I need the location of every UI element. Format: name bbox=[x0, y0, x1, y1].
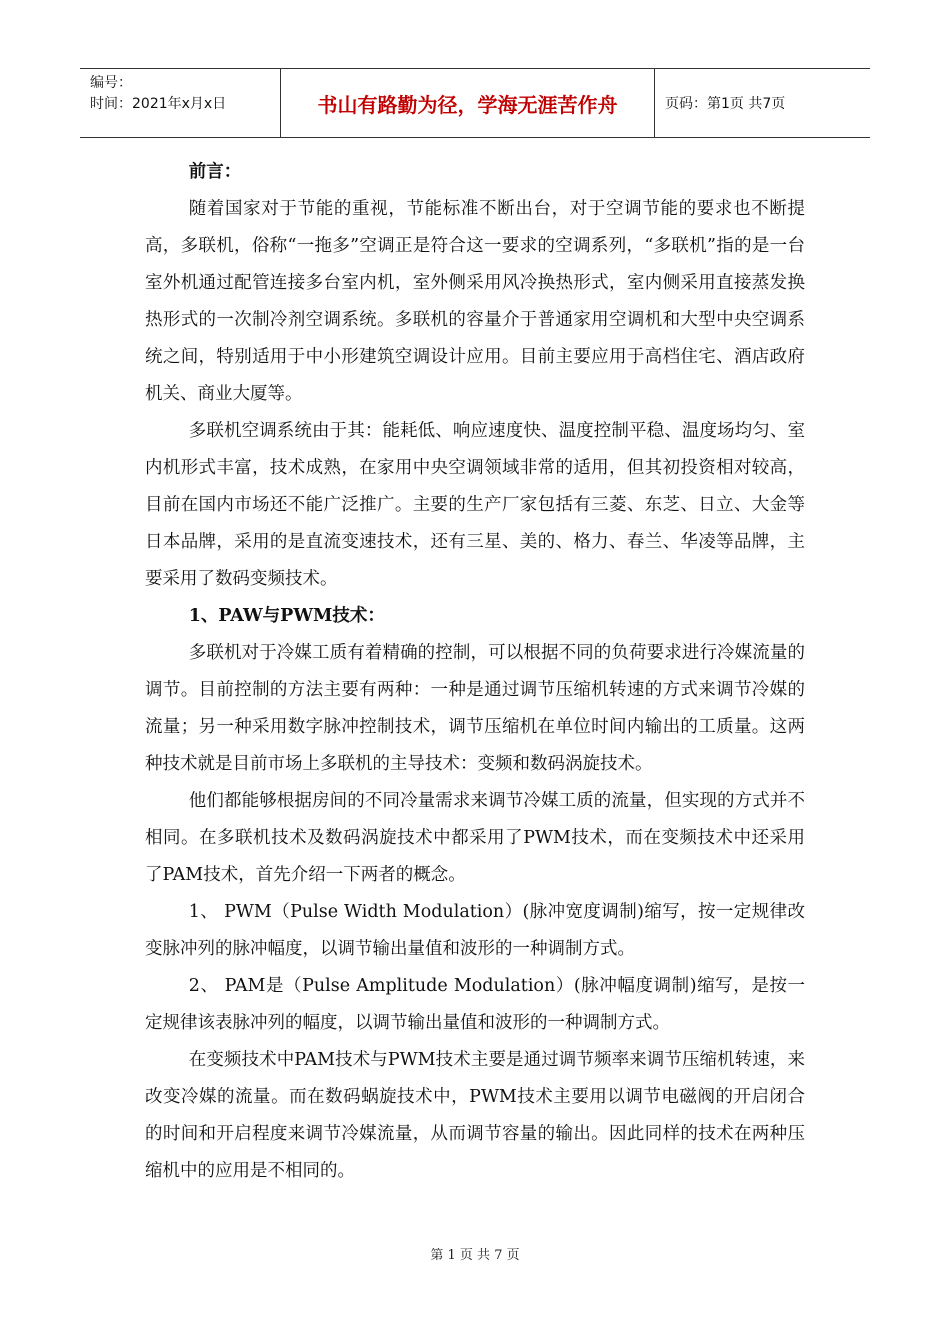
number-label: 编号： bbox=[90, 75, 132, 91]
section-1-title: 1、PAW与PWM技术： bbox=[188, 606, 385, 626]
page-footer: 第 1 页 共 7 页 bbox=[430, 1248, 520, 1263]
document-body bbox=[145, 154, 805, 1190]
header-page-info: 页码：第1页 共7页 bbox=[665, 96, 786, 112]
header-meta bbox=[80, 69, 281, 137]
time-label: 时间：2021年x月x日 bbox=[90, 96, 227, 112]
preface-title: 前言： bbox=[188, 162, 242, 182]
paragraph-1: 随着国家对于节能的重视，节能标准不断出台，对于空调节能的要求也不断提高，多联机，俗称“一拖多”空调正是符合这一要求的空调系列，“多联机”指的是一台室外机通过配管连接多台室内机，室外侧采用风冷换热形式，室内侧采用直接蒸发换热形式的一次制冷剂空调系统。多联机的容量介于普通家用空调机和大型中央空调系统之间，特别适用于中小形建筑空调设计应用。目前主要应用于高档住宅、酒店政府机关、商业大厦等。 bbox=[145, 199, 805, 404]
list-item-pwm: 1、 PWM（Pulse Width Modulation）(脉冲宽度调制)缩写，按一定规律改变脉冲列的脉冲幅度，以调节输出量值和波形的一种调制方式。 bbox=[145, 902, 805, 959]
page-header bbox=[80, 68, 870, 138]
paragraph-3: 多联机对于冷媒工质有着精确的控制，可以根据不同的负荷要求进行冷媒流量的调节。目前控制的方法主要有两种：一种是通过调节压缩机转速的方式来调节冷媒的流量；另一种采用数字脉冲控制技术，调节压缩机在单位时间内输出的工质量。这两种技术就是目前市场上多联机的主导技术：变频和数码涡旋技术。 bbox=[145, 643, 805, 774]
paragraph-5: 在变频技术中PAM技术与PWM技术主要是通过调节频率来调节压缩机转速，来改变冷媒的流量。而在数码蜗旋技术中，PWM技术主要用以调节电磁阀的开启闭合的时间和开启程度来调节冷媒流量，从而调节容量的输出。因此同样的技术在两种压缩机中的应用是不相同的。 bbox=[145, 1050, 805, 1181]
paragraph-4: 他们都能够根据房间的不同冷量需求来调节冷媒工质的流量，但实现的方式并不相同。在多联机技术及数码涡旋技术中都采用了PWM技术，而在变频技术中还采用了PAM技术，首先介绍一下两者的概念。 bbox=[145, 791, 805, 885]
header-motto: 书山有路勤为径，学海无涯苦作舟 bbox=[281, 69, 655, 137]
paragraph-2: 多联机空调系统由于其：能耗低、响应速度快、温度控制平稳、温度场均匀、室内机形式丰富，技术成熟，在家用中央空调领域非常的适用，但其初投资相对较高，目前在国内市场还不能广泛推广。主要的生产厂家包括有三菱、东芝、日立、大金等日本品牌，采用的是直流变速技术，还有三星、美的、格力、春兰、华凌等品牌，主要采用了数码变频技术。 bbox=[145, 421, 805, 589]
list-item-pam: 2、 PAM是（Pulse Amplitude Modulation）(脉冲幅度调制)缩写，是按一定规律该表脉冲列的幅度，以调节输出量值和波形的一种调制方式。 bbox=[145, 976, 805, 1033]
